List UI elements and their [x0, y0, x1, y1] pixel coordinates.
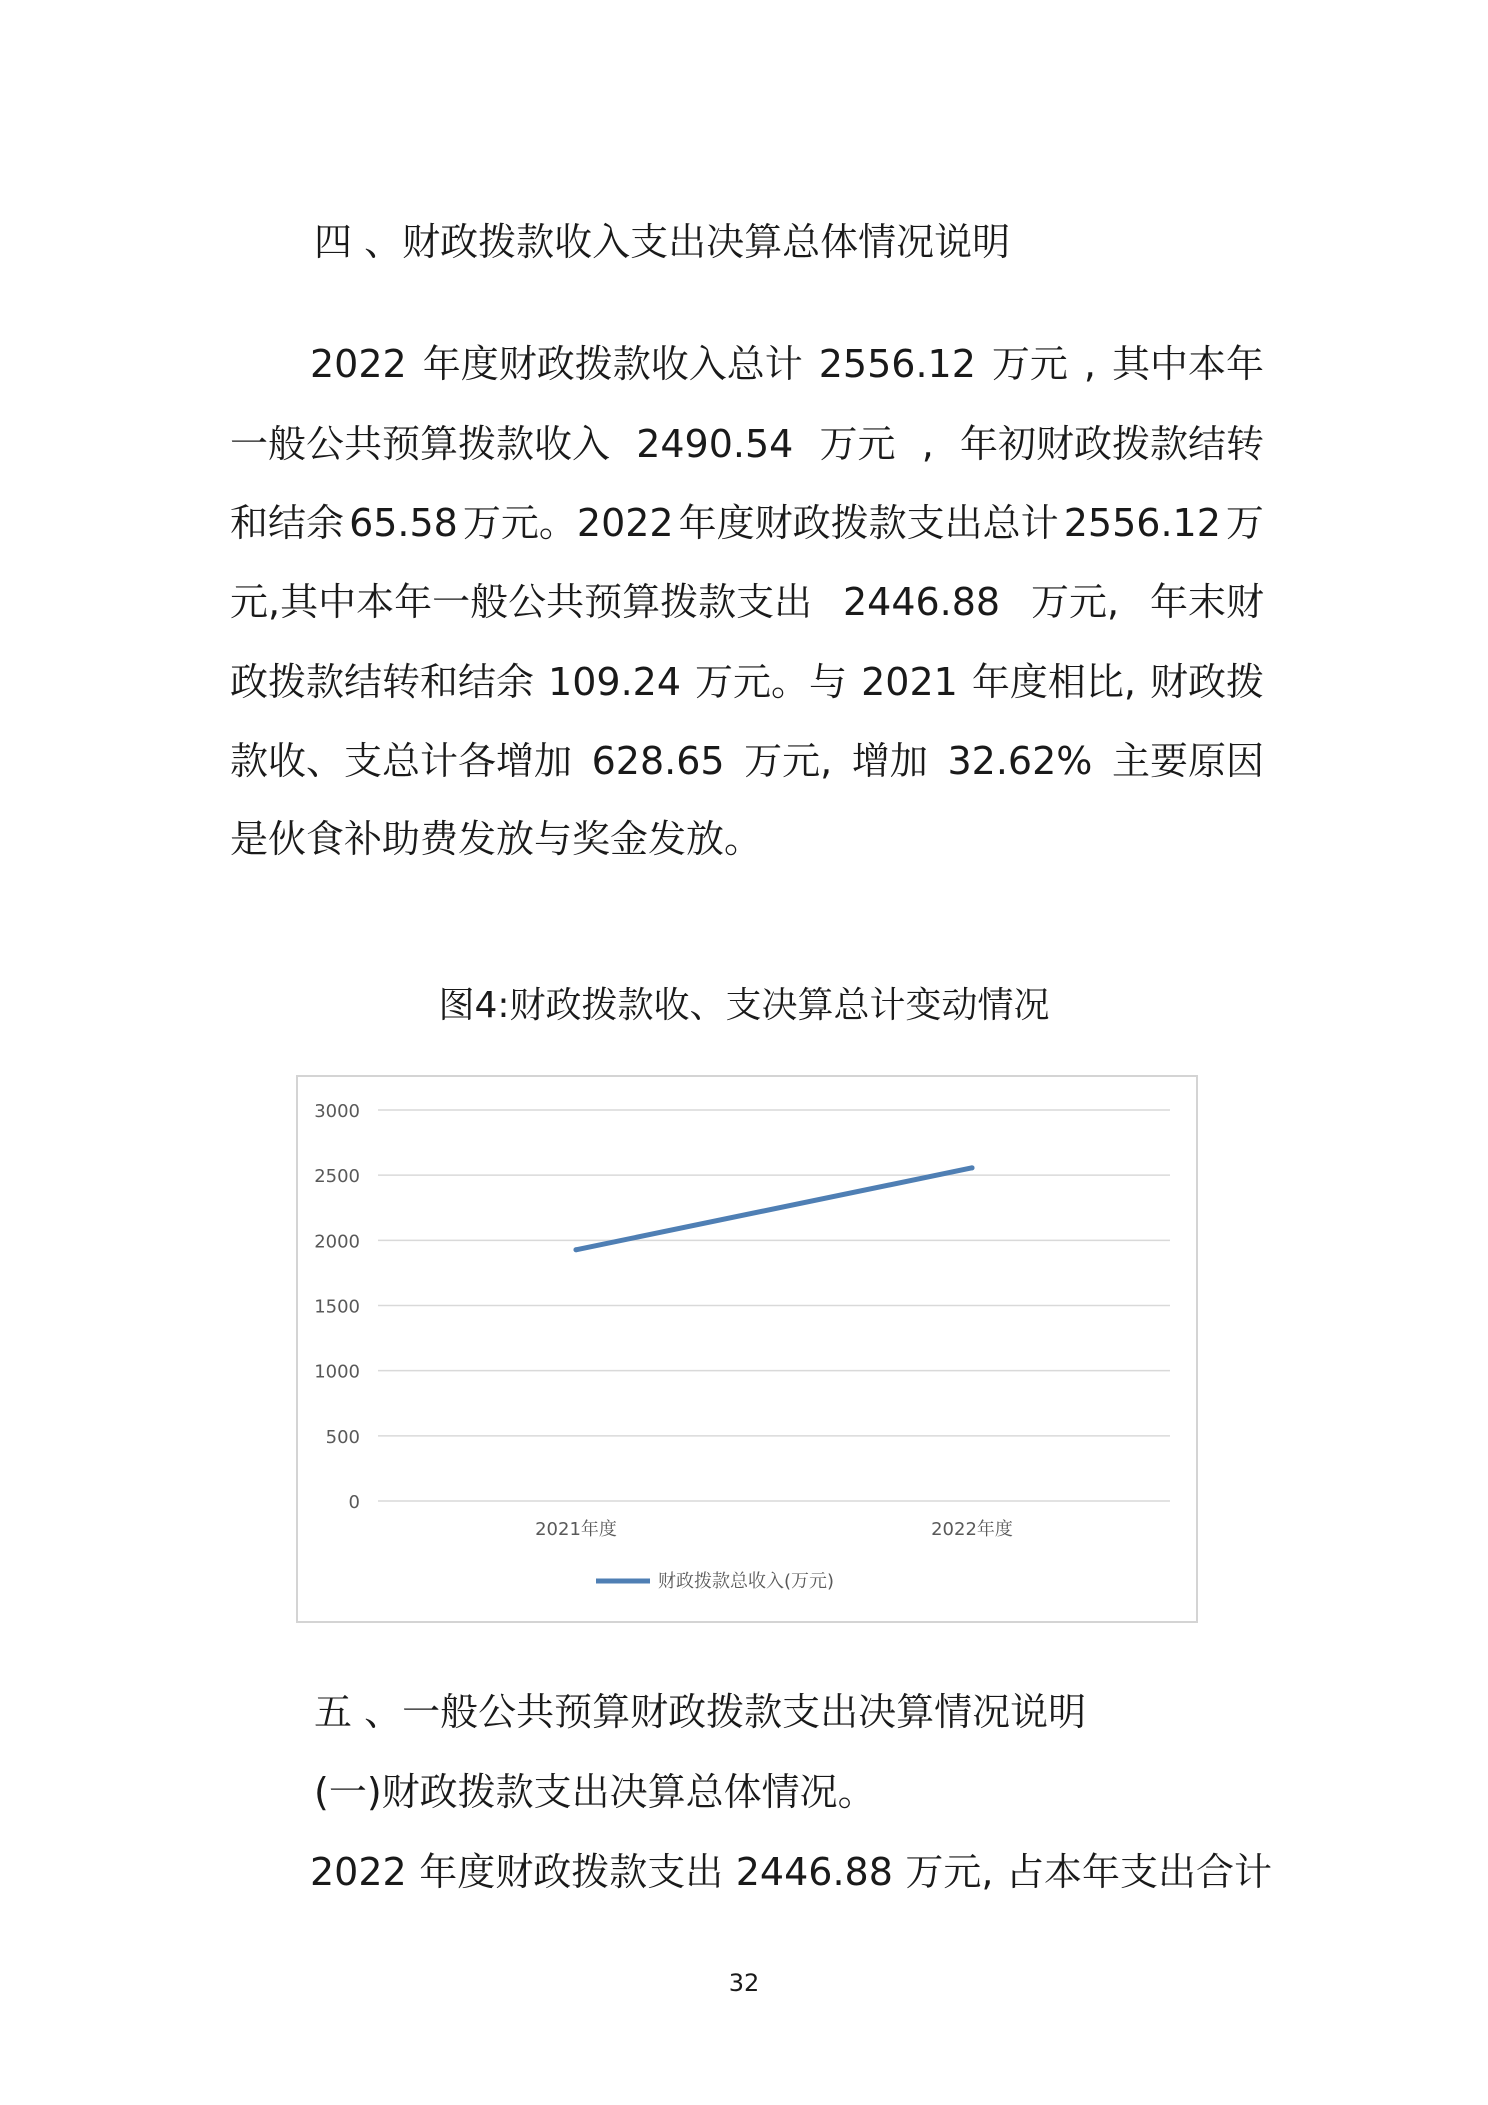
figure-caption: 图4:财政拨款收、支决算总计变动情况 [438, 985, 1050, 1026]
section5-paragraph-line [310, 1848, 1272, 1896]
y-tick-label: 3000 [314, 1101, 360, 1122]
text-segment: 年度财政拨款支出 [419, 1850, 724, 1894]
text-segment: 其中本年 [1111, 342, 1264, 386]
text-segment: , [921, 422, 934, 466]
y-tick-label: 2500 [314, 1166, 360, 1188]
y-tick-label: 1500 [314, 1296, 360, 1318]
text-segment: 元,其中本年一般公共预算拨款支出 [230, 580, 813, 624]
text-segment: 2490.54 [636, 422, 794, 466]
y-tick-label: 0 [348, 1492, 360, 1513]
paragraph-line [230, 499, 1264, 547]
paragraph-line [230, 578, 1264, 626]
text-segment: 政拨款结转和结余 [230, 660, 535, 704]
text-segment: 年度相比, [971, 660, 1136, 704]
paragraph-line [230, 420, 1264, 468]
text-segment: 628.65 [591, 739, 725, 783]
text-segment: 和结余 [230, 501, 345, 545]
paragraph-line [230, 658, 1264, 706]
y-tick-label: 1000 [314, 1361, 360, 1383]
text-segment: 2022 [310, 342, 407, 386]
section5-heading: 五 、一般公共预算财政拨款支出决算情况说明 [314, 1690, 1087, 1734]
paragraph-line [310, 340, 1264, 388]
text-segment: 32.62% [947, 739, 1093, 783]
text-segment: 2446.88 [842, 580, 1001, 624]
text-segment: 万元 [819, 422, 896, 466]
text-segment: 一般公共预算拨款收入 [230, 422, 611, 466]
text-segment: 年初财政拨款结转 [959, 422, 1264, 466]
page-number: 32 [728, 1969, 760, 1997]
text-segment: 万元。与 [695, 660, 848, 704]
x-tick-label: 2021年度 [535, 1519, 617, 1540]
section5-subheading: (一)财政拨款支出决算总体情况。 [314, 1770, 876, 1814]
y-tick-label: 500 [325, 1426, 360, 1448]
section4-heading: 四 、财政拨款收入支出决算总体情况说明 [314, 220, 1011, 264]
text-segment: 是伙食补助费发放与奖金发放。 [230, 817, 763, 861]
text-segment: 万元, [744, 739, 833, 783]
chart-svg [298, 1077, 1196, 1621]
data-point [970, 1165, 975, 1170]
x-tick-label: 2022年度 [931, 1519, 1013, 1540]
text-segment: 主要原因 [1111, 739, 1264, 783]
text-segment: , [1083, 342, 1096, 386]
series-line [576, 1168, 972, 1250]
paragraph-line [230, 737, 1264, 785]
text-segment: 万元。2022 [462, 501, 674, 545]
line-chart [296, 1075, 1198, 1623]
legend-label: 财政拨款总收入(万元) [658, 1571, 835, 1592]
text-segment: 万 [1225, 501, 1264, 545]
text-segment: 款收、支总计各增加 [230, 739, 573, 783]
text-segment: 占本年支出合计 [1005, 1850, 1272, 1894]
text-segment: 2556.12 [1063, 501, 1221, 545]
text-segment: 年度财政拨款支出总计 [678, 501, 1059, 545]
text-segment: 万元 [991, 342, 1068, 386]
text-segment: 增加 [851, 739, 928, 783]
y-tick-label: 2000 [314, 1231, 360, 1253]
text-segment: 万元, [905, 1850, 994, 1894]
text-segment: 2446.88 [735, 1850, 893, 1894]
data-point [574, 1247, 579, 1252]
text-segment: 年末财 [1149, 580, 1264, 624]
text-segment: 万元, [1030, 580, 1120, 624]
text-segment: 109.24 [548, 660, 682, 704]
text-segment: 财政拨 [1149, 660, 1264, 704]
text-segment: 2021 [861, 660, 958, 704]
paragraph-line [230, 815, 762, 863]
text-segment: 2022 [310, 1850, 407, 1894]
text-segment: 2556.12 [818, 342, 976, 386]
text-segment: 年度财政拨款收入总计 [422, 342, 803, 386]
text-segment: 65.58 [349, 501, 458, 545]
